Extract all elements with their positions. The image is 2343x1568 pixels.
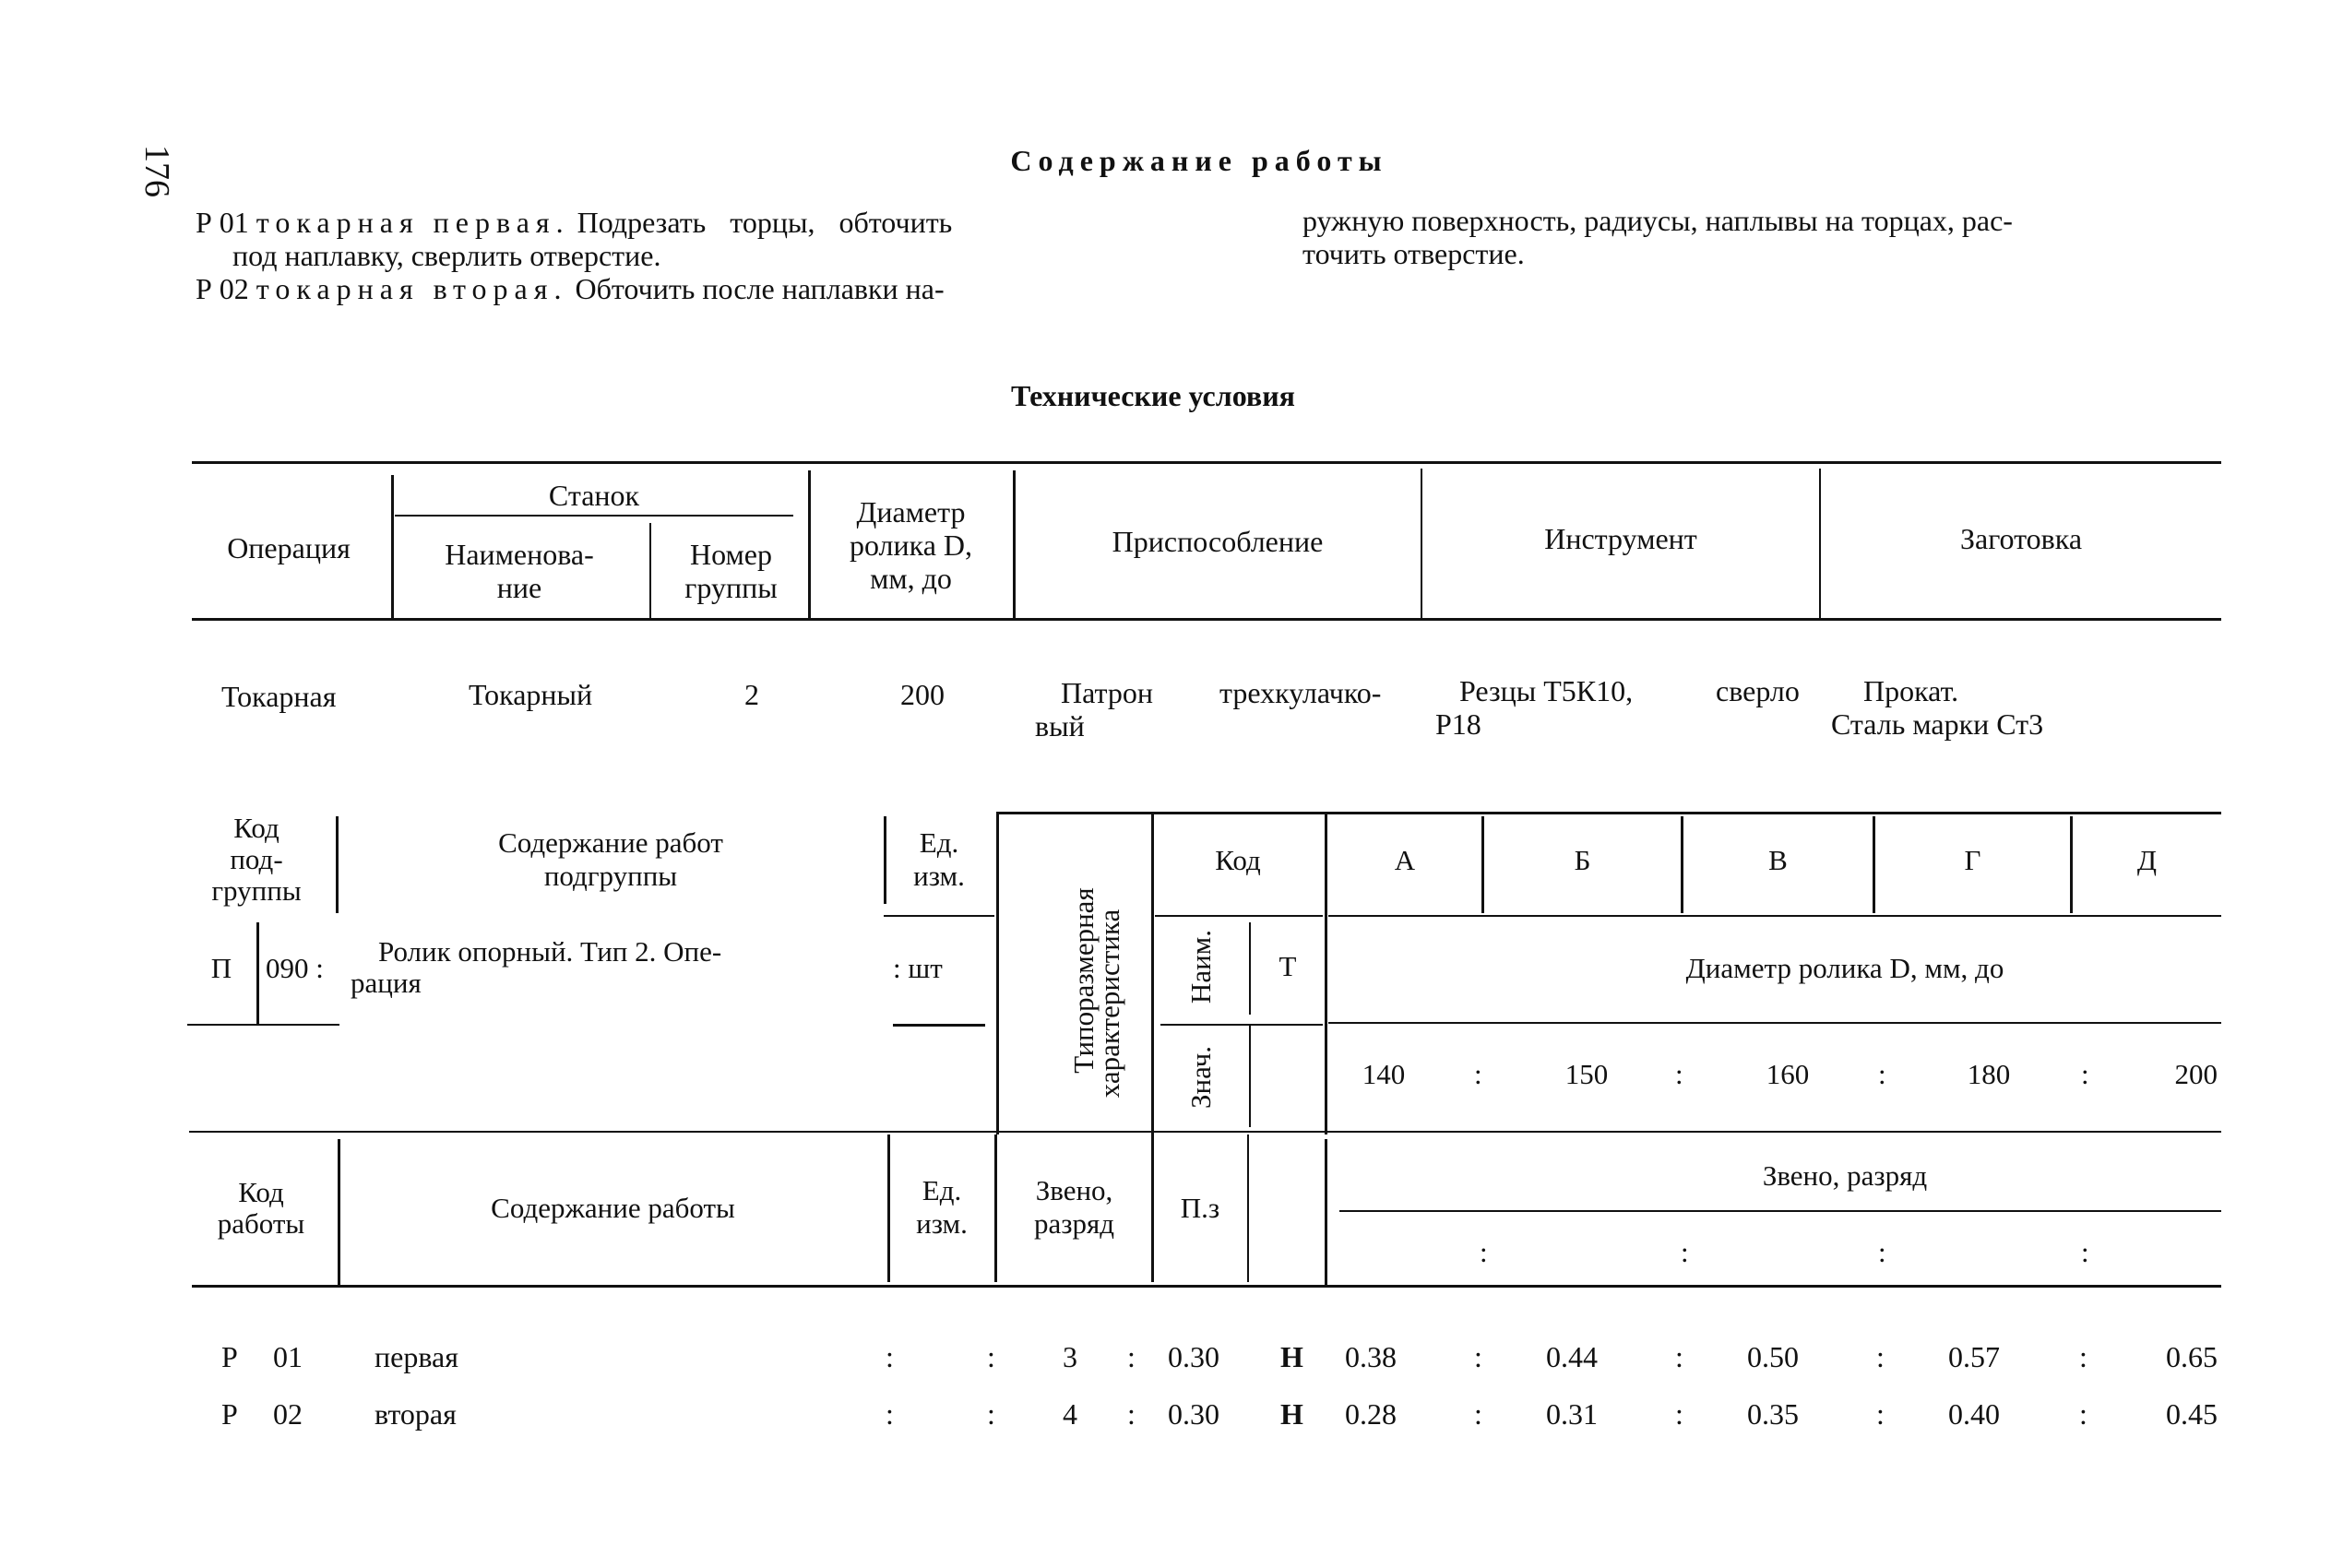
r1-val-a: 0.38: [1345, 1340, 1397, 1373]
r2-colon-b: :: [987, 1397, 995, 1431]
th-machine: Станок: [548, 479, 640, 512]
td-machine: Токарный: [469, 678, 593, 711]
nh-code-3: группы: [211, 874, 302, 907]
colon-4: :: [2081, 1058, 2089, 1090]
dval-b: 150: [1564, 1058, 1609, 1090]
r2-val-d: 0.45: [2166, 1397, 2218, 1431]
r2-colon-a: :: [886, 1397, 894, 1431]
nh-work-content: Содержание работы: [491, 1192, 735, 1224]
nh-zveno-right: Звено, разряд: [1762, 1159, 1928, 1192]
td-blank-2: Сталь марки Ст3: [1831, 707, 2044, 741]
nh-content-2: подгруппы: [543, 860, 678, 892]
sub-p: П: [210, 952, 232, 984]
td-fixture-1b: трехкулачко-: [1219, 676, 1382, 709]
dval-g: 180: [1967, 1058, 2011, 1090]
sub-code-value: 090: [266, 952, 309, 984]
r2-val-v: 0.35: [1747, 1397, 1799, 1431]
h-colon-3: :: [1878, 1236, 1886, 1268]
r1-val-v: 0.50: [1747, 1340, 1799, 1373]
td-tool-1a: Резцы Т5К10,: [1459, 674, 1634, 707]
col-b: Б: [1574, 844, 1591, 876]
r2-pz: 0.30: [1168, 1397, 1219, 1431]
h-colon-1: :: [1480, 1236, 1488, 1268]
sub-code: 090 :: [266, 952, 324, 984]
r1-colon-a: :: [886, 1340, 894, 1373]
nh-typo-2: характеристика: [1093, 909, 1125, 1099]
th-group-2: группы: [684, 571, 778, 604]
h-colon-4: :: [2081, 1236, 2089, 1268]
op-text-p02: Обточить после наплавки на-: [575, 272, 945, 305]
r2-zveno: 4: [1063, 1397, 1077, 1431]
op-line-right-2: точить отверстие.: [1302, 237, 1525, 270]
nh-naim: Наим.: [1184, 929, 1217, 1004]
r1-val-d: 0.65: [2166, 1340, 2218, 1373]
r1-colon-2: :: [1675, 1340, 1683, 1373]
sub-unit: : шт: [893, 952, 943, 984]
nh-work-code-1: Код: [238, 1176, 284, 1208]
r2-colon-1: :: [1474, 1397, 1482, 1431]
r2-val-a: 0.28: [1345, 1397, 1397, 1431]
r1-colon-c: :: [1127, 1340, 1136, 1373]
op-line-3: [196, 271, 945, 306]
op-line-2: под наплавку, сверлить отверстие.: [232, 239, 661, 272]
td-diameter: 200: [900, 678, 945, 711]
th-machine-name-1: Наименова-: [445, 538, 594, 571]
nh-t: Т: [1279, 950, 1297, 982]
nh-unit-1: Ед.: [919, 826, 959, 859]
th-blank: Заготовка: [1959, 522, 2083, 555]
th-group-1: Номер: [690, 538, 772, 571]
th-diameter-2: ролика D,: [849, 529, 973, 562]
r2-val-g: 0.40: [1948, 1397, 2000, 1431]
op-line-1: [196, 205, 952, 240]
r1-colon-4: :: [2079, 1340, 2087, 1373]
nh-work-unit-2: изм.: [916, 1207, 968, 1240]
nh-typo-1: Типоразмерная: [1067, 887, 1100, 1074]
op-code-p01: Р 01: [196, 206, 249, 239]
dval-v: 160: [1766, 1058, 1810, 1090]
page-number: 176: [137, 145, 176, 197]
dval-d: 200: [2174, 1058, 2218, 1090]
td-fixture-1a: Патрон: [1061, 676, 1153, 709]
r1-colon-b: :: [987, 1340, 995, 1373]
r1-desc: первая: [375, 1340, 458, 1373]
r1-h: Н: [1280, 1340, 1303, 1373]
th-diameter-1: Диаметр: [856, 495, 966, 529]
r2-colon-3: :: [1876, 1397, 1885, 1431]
th-fixture: Приспособление: [1112, 525, 1324, 558]
r2-colon-2: :: [1675, 1397, 1683, 1431]
dval-a: 140: [1362, 1058, 1406, 1090]
th-tool: Инструмент: [1544, 522, 1697, 555]
nh-code-2: под-: [230, 843, 283, 875]
colon-1: :: [1474, 1058, 1482, 1090]
r1-zveno: 3: [1063, 1340, 1077, 1373]
nh-pz: П.з: [1180, 1192, 1220, 1224]
op-text-p01: Подрезать торцы, обточить: [577, 206, 953, 239]
r2-code: 02: [273, 1397, 303, 1431]
col-d: Д: [2136, 844, 2158, 876]
col-a: А: [1394, 844, 1416, 876]
col-v: В: [1768, 844, 1788, 876]
colon-3: :: [1878, 1058, 1886, 1090]
r1-colon-1: :: [1474, 1340, 1482, 1373]
nh-content-1: Содержание работ: [498, 826, 723, 859]
td-fixture-2: вый: [1035, 709, 1085, 742]
diameter-label: Диаметр ролика D, мм, до: [1685, 952, 2004, 984]
th-machine-name-2: ние: [496, 571, 542, 604]
section-title: Содержание работы: [1010, 144, 1388, 177]
op-line-right-1: ружную поверхность, радиусы, наплывы на торцах, рас-: [1302, 204, 2013, 237]
td-operation: Токарная: [221, 680, 337, 713]
col-g: Г: [1964, 844, 1981, 876]
td-blank-1: Прокат.: [1863, 674, 1959, 707]
nh-zveno-1: Звено,: [1035, 1174, 1113, 1206]
nh-kod: Код: [1215, 844, 1261, 876]
sub-desc-1: Ролик опорный. Тип 2. Опе-: [378, 935, 722, 968]
sub-unit-value: шт: [908, 952, 943, 984]
nh-zveno-2: разряд: [1033, 1207, 1115, 1240]
colon-2: :: [1675, 1058, 1683, 1090]
r1-val-b: 0.44: [1546, 1340, 1598, 1373]
nh-code-1: Код: [233, 812, 279, 844]
td-group: 2: [744, 678, 759, 711]
nh-unit-2: изм.: [913, 860, 965, 892]
sub-desc-2: рация: [351, 967, 422, 999]
h-colon-2: :: [1681, 1236, 1689, 1268]
nh-znach: Знач.: [1184, 1046, 1217, 1109]
tech-title: Технические условия: [1011, 379, 1295, 412]
th-diameter-3: мм, до: [870, 562, 952, 595]
td-tool-2: Р18: [1435, 707, 1481, 741]
r1-val-g: 0.57: [1948, 1340, 2000, 1373]
op-code-p02: Р 02: [196, 272, 249, 305]
r1-colon-3: :: [1876, 1340, 1885, 1373]
nh-work-unit-1: Ед.: [922, 1174, 962, 1206]
td-tool-1b: сверло: [1716, 674, 1800, 707]
r2-colon-4: :: [2079, 1397, 2087, 1431]
r2-p: Р: [221, 1397, 238, 1431]
op-name-p01: токарная первая.: [256, 206, 570, 239]
r1-code: 01: [273, 1340, 303, 1373]
r2-colon-c: :: [1127, 1397, 1136, 1431]
r2-val-b: 0.31: [1546, 1397, 1598, 1431]
r1-p: Р: [221, 1340, 238, 1373]
th-operation: Операция: [227, 531, 351, 564]
r2-desc: вторая: [375, 1397, 457, 1431]
r2-h: Н: [1280, 1397, 1303, 1431]
op-name-p02: токарная вторая.: [256, 272, 568, 305]
r1-pz: 0.30: [1168, 1340, 1219, 1373]
nh-work-code-2: работы: [217, 1207, 305, 1240]
